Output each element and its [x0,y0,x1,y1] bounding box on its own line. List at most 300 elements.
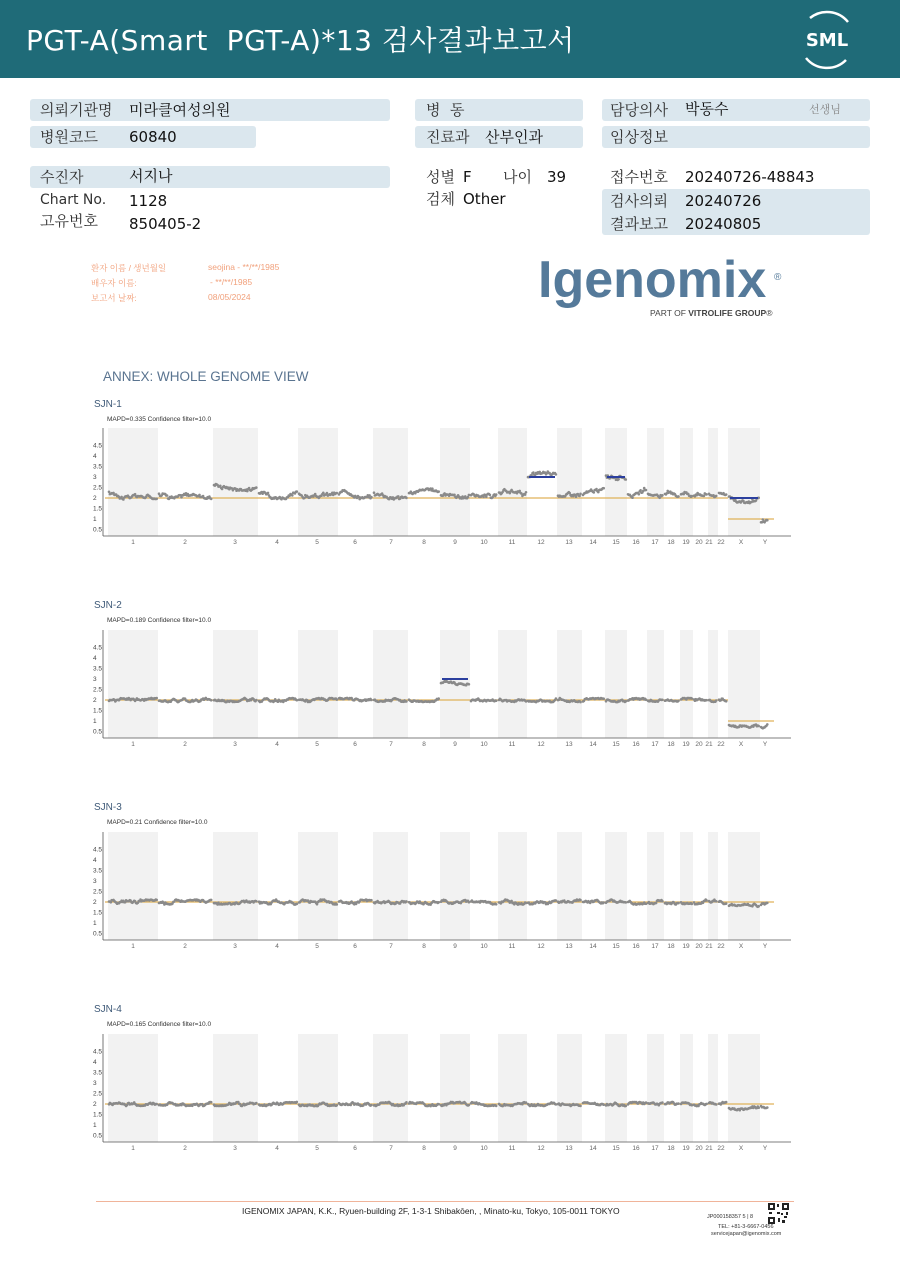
x-tick-label: 2 [183,741,187,748]
report-date-value: 20240805 [685,215,762,233]
doctor-value: 박동수 [685,100,729,118]
cnv-point [661,699,664,702]
x-tick-label: 22 [717,539,725,546]
x-tick-label: 20 [695,539,703,546]
cnv-point [677,495,680,498]
cnv-point [405,1101,408,1104]
cnv-point [336,903,339,906]
cnv-point [625,700,628,703]
cnv-point [405,900,408,903]
cnv-point [691,495,694,498]
chrom-band [647,1034,664,1142]
chrom-band [647,832,664,940]
x-tick-label: 1 [131,943,135,950]
x-tick-label: 14 [589,539,597,546]
cnv-point [210,699,213,702]
panel-mapd-2: MAPD=0.189 Confidence filter=10.0 [107,617,212,624]
chrom-band [647,428,664,536]
chrom-band [680,1034,693,1142]
cnv-point [677,700,680,703]
chrom-band [213,630,258,738]
chrom-band [108,1034,158,1142]
cnv-point [715,495,718,498]
cnv-point [715,900,718,903]
cnv-plot-sjn-2 [80,628,800,752]
watermark-patient-value: seojina - **/**/1985 [208,262,280,272]
x-tick-label: 6 [353,741,357,748]
chrom-band [728,1034,760,1142]
x-tick-label: 8 [422,539,426,546]
hospital-code-label: 병원코드 [40,128,98,146]
chrom-band [213,428,258,536]
y-tick-label: 1.5 [93,707,103,715]
x-tick-label: 12 [537,1145,545,1152]
x-tick-label: 7 [389,539,393,546]
panel-mapd-4: MAPD=0.165 Confidence filter=10.0 [107,1021,212,1028]
cnv-point [639,489,642,492]
y-tick-label: 3.5 [93,867,103,875]
cnv-point [495,699,498,702]
chrom-band [108,832,158,940]
y-tick-label: 3 [93,1080,97,1087]
cnv-point [661,1101,664,1104]
institution-label: 의뢰기관명 [40,101,113,119]
watermark-spouse-value: - **/**/1985 [210,277,253,287]
chrom-band [373,630,408,738]
y-tick-label: 1.5 [93,909,103,917]
cnv-point [370,899,373,902]
chrom-band [298,428,338,536]
chrom-band [298,832,338,940]
cnv-point [725,1101,728,1104]
receipt-value: 20240726-48843 [685,168,815,186]
cnv-point [155,697,158,700]
y-tick-label: 4 [93,655,97,662]
x-tick-label: X [738,943,744,950]
cnv-point [524,493,527,496]
footer-code: JP000158357 5 | 8 [707,1214,754,1220]
y-tick-label: 4 [93,857,97,864]
x-tick-label: 14 [589,741,597,748]
sml-logo-icon [796,8,858,70]
age-label: 나이 [503,168,532,186]
cnv-point [296,490,299,493]
specimen-label: 검체 [426,190,455,208]
receipt-label: 접수번호 [610,168,668,186]
cnv-point [485,496,488,499]
report-title: PGT-A(Smart PGT-A)*13 검사결과보고서 [26,24,575,57]
x-tick-label: 13 [565,1145,573,1152]
x-tick-label: 16 [632,741,640,748]
cnv-point [437,490,440,493]
x-tick-label: 10 [480,741,488,748]
x-tick-label: 7 [389,943,393,950]
chrom-band [498,630,527,738]
cnv-point [255,699,258,702]
x-tick-label: 22 [717,741,725,748]
x-tick-label: 15 [612,1145,620,1152]
cnv-point [625,478,628,481]
cnv-point [437,901,440,904]
chrom-band [498,832,527,940]
cnv-point [155,498,158,501]
x-tick-label: X [738,539,744,546]
cnv-point [373,491,376,494]
cnv-point [661,900,664,903]
chrom-band [440,832,470,940]
cnv-point [489,494,492,497]
chrom-band [605,428,627,536]
unique-id-value: 850405-2 [129,215,202,233]
chrom-band [708,1034,718,1142]
chart-no-value: 1128 [129,192,168,210]
cnv-point [370,1104,373,1107]
cnv-point [677,1102,680,1105]
unique-id-label: 고유번호 [40,212,98,230]
y-tick-label: 4.5 [93,1048,103,1056]
clinical-label: 임상정보 [610,128,668,146]
watermark-date-value: 08/05/2024 [208,292,251,302]
x-tick-label: 18 [667,741,675,748]
x-tick-label: 20 [695,741,703,748]
x-tick-label: 20 [695,1145,703,1152]
y-tick-label: 1 [93,718,97,725]
chrom-band [647,630,664,738]
request-label: 검사의뢰 [610,192,668,210]
igenomix-subtitle-suffix: ® [766,308,773,318]
x-tick-label: 2 [183,943,187,950]
cnv-point [525,491,528,494]
x-tick-label: 19 [682,943,690,950]
ward-label: 병 동 [426,101,465,119]
cnv-point [468,683,471,686]
footer-tel: TEL: +81-3-6667-0456 [718,1224,774,1230]
panel-name-4: SJN-4 [94,1004,122,1015]
y-tick-label: 3 [93,676,97,683]
cnv-point [210,498,213,501]
chrom-band [557,428,582,536]
patient-value: 서지나 [129,167,173,185]
x-tick-label: 15 [612,741,620,748]
y-tick-label: 2.5 [93,484,103,492]
cnv-point [593,491,596,494]
chrom-band [298,630,338,738]
x-tick-label: 19 [682,741,690,748]
panel-name-1: SJN-1 [94,399,122,410]
x-tick-label: 21 [705,539,713,546]
x-tick-label: 5 [315,539,319,546]
x-tick-label: 9 [453,741,457,748]
cnv-plot-sjn-3 [80,830,800,954]
x-tick-label: 1 [131,1145,135,1152]
chrom-band [728,832,760,940]
x-tick-label: 6 [353,539,357,546]
chrom-band [498,1034,527,1142]
department-value: 산부인과 [485,128,543,146]
y-tick-label: 0.5 [93,728,103,736]
footer-address: IGENOMIX JAPAN, K.K., Ryuen-building 2F, 1-3-1 Shibakōen, , Minato-ku, Tokyo, 105-0011 TOKYO [242,1206,620,1216]
x-tick-label: 13 [565,741,573,748]
institution-value: 미라클여성의원 [129,101,231,119]
chrom-band [557,832,582,940]
cnv-point [579,701,582,704]
cnv-point [602,1103,605,1106]
x-tick-label: 19 [682,1145,690,1152]
x-tick-label: 14 [589,1145,597,1152]
y-tick-label: 0.5 [93,930,103,938]
cnv-point [326,492,329,495]
chrom-band [373,1034,408,1142]
y-tick-label: 1 [93,516,97,523]
x-tick-label: 17 [651,741,659,748]
chrom-band [298,1034,338,1142]
cnv-point [766,519,769,522]
x-tick-label: 5 [315,741,319,748]
annex-title: ANNEX: WHOLE GENOME VIEW [103,369,309,384]
x-tick-label: 3 [233,1145,237,1152]
chrom-band [708,832,718,940]
cnv-point [210,899,213,902]
cnv-point [705,899,708,902]
cnv-point [725,700,728,703]
igenomix-registered: ® [774,272,782,283]
age-value: 39 [547,168,567,186]
report-date-label: 결과보고 [610,215,668,233]
chrom-band [440,428,470,536]
cnv-point [625,1105,628,1108]
cnv-plot-sjn-4 [80,1032,800,1156]
x-tick-label: 11 [508,539,516,546]
x-tick-label: 22 [717,1145,725,1152]
cnv-point [370,496,373,499]
x-tick-label: 12 [537,539,545,546]
x-tick-label: 4 [275,1145,279,1152]
igenomix-subtitle-prefix: PART OF [650,308,689,318]
y-tick-label: 4.5 [93,442,103,450]
cnv-point [555,473,558,476]
cnv-point [296,699,299,702]
cnv-point [602,487,605,490]
cnv-point [255,1102,258,1105]
x-tick-label: 11 [508,1145,516,1152]
chart-no-label: Chart No. [40,192,107,208]
x-tick-label: 12 [537,943,545,950]
x-tick-label: 5 [315,943,319,950]
cnv-point [602,697,605,700]
x-tick-label: 8 [422,943,426,950]
y-tick-label: 2.5 [93,1090,103,1098]
x-tick-label: 10 [480,539,488,546]
x-tick-label: 19 [682,539,690,546]
chrom-band [440,1034,470,1142]
x-tick-label: 3 [233,741,237,748]
y-tick-label: 2 [93,899,97,906]
cnv-point [705,699,708,702]
x-tick-label: 15 [612,539,620,546]
cnv-point [757,725,760,728]
cnv-plot-sjn-1 [80,426,800,550]
chrom-band [108,630,158,738]
x-tick-label: 21 [705,741,713,748]
cnv-point [495,1105,498,1108]
cnv-point [757,905,760,908]
cnv-point [155,899,158,902]
cnv-point [757,1106,760,1109]
chrom-band [680,832,693,940]
y-tick-label: 3 [93,878,97,885]
sex-value: F [463,168,472,186]
x-tick-label: 6 [353,1145,357,1152]
x-tick-label: Y [762,943,768,950]
y-tick-label: 0.5 [93,526,103,534]
specimen-value: Other [463,190,506,208]
x-tick-label: 18 [667,1145,675,1152]
chrom-band [605,832,627,940]
x-tick-label: 6 [353,943,357,950]
x-tick-label: 18 [667,943,675,950]
x-tick-label: 15 [612,943,620,950]
igenomix-subtitle-bold: VITROLIFE GROUP [688,308,767,318]
request-value: 20240726 [685,192,762,210]
watermark-spouse-label: 배우자 이름: [91,278,137,288]
chrom-band [108,428,158,536]
cnv-point [705,493,708,496]
x-tick-label: 2 [183,539,187,546]
chrom-band [557,630,582,738]
x-tick-label: 20 [695,943,703,950]
y-tick-label: 4 [93,453,97,460]
y-tick-label: 2.5 [93,888,103,896]
cnv-point [602,901,605,904]
chrom-band [680,428,693,536]
cnv-point [405,700,408,703]
y-tick-label: 0.5 [93,1132,103,1140]
cnv-point [166,494,169,497]
chrom-band [373,428,408,536]
y-tick-label: 4.5 [93,846,103,854]
watermark-date-label: 보고서 날짜: [91,293,137,303]
cnv-point [555,697,558,700]
cnv-point [645,489,648,492]
y-tick-label: 4.5 [93,644,103,652]
cnv-point [255,486,258,489]
x-tick-label: X [738,1145,744,1152]
panel-name-2: SJN-2 [94,600,122,611]
cnv-point [296,1101,299,1104]
x-tick-label: 4 [275,741,279,748]
x-tick-label: 18 [667,539,675,546]
y-tick-label: 3.5 [93,665,103,673]
x-tick-label: 9 [453,539,457,546]
footer-email: servicejapan@igenomix.com [711,1231,782,1237]
watermark-patient-label: 환자 이름 / 생년월일 [91,263,167,273]
y-tick-label: 3.5 [93,463,103,471]
x-tick-label: 16 [632,539,640,546]
cnv-point [336,492,339,495]
chrom-band [728,428,760,536]
cnv-point [715,699,718,702]
y-tick-label: 3 [93,474,97,481]
cnv-point [705,1103,708,1106]
x-tick-label: Y [762,741,768,748]
cnv-point [766,1106,769,1109]
cnv-point [638,493,641,496]
cnv-point [691,1104,694,1107]
cnv-point [291,494,294,497]
chrom-band [605,630,627,738]
x-tick-label: 3 [233,943,237,950]
x-tick-label: 9 [453,1145,457,1152]
cnv-point [579,899,582,902]
cnv-point [579,1105,582,1108]
doctor-label: 담당의사 [610,101,668,119]
cnv-point [397,495,400,498]
cnv-point [405,497,408,500]
x-tick-label: 4 [275,539,279,546]
band-patient [30,166,390,188]
cnv-point [267,492,270,495]
x-tick-label: 1 [131,539,135,546]
igenomix-subtitle [650,308,772,318]
x-tick-label: 3 [233,539,237,546]
x-tick-label: 12 [537,741,545,748]
y-tick-label: 3.5 [93,1069,103,1077]
cnv-point [255,900,258,903]
sex-label: 성별 [426,168,455,186]
cnv-point [725,493,728,496]
chrom-band [498,428,527,536]
cnv-point [715,1103,718,1106]
x-tick-label: Y [762,539,768,546]
chrom-band [708,428,718,536]
x-tick-label: X [738,741,744,748]
x-tick-label: 13 [565,943,573,950]
cnv-point [766,723,769,726]
chrom-band [708,630,718,738]
x-tick-label: 7 [389,741,393,748]
x-tick-label: 14 [589,943,597,950]
y-tick-label: 1.5 [93,1111,103,1119]
cnv-point [625,901,628,904]
x-tick-label: 21 [705,943,713,950]
x-tick-label: Y [762,1145,768,1152]
cnv-point [108,491,111,494]
x-tick-label: 22 [717,943,725,950]
cnv-point [437,697,440,700]
chrom-band [605,1034,627,1142]
x-tick-label: 8 [422,741,426,748]
x-tick-label: 11 [508,943,516,950]
x-tick-label: 5 [315,1145,319,1152]
cnv-point [631,496,634,499]
cnv-point [468,1104,471,1107]
y-tick-label: 2 [93,697,97,704]
cnv-point [370,699,373,702]
cnv-point [579,493,582,496]
cnv-point [210,1101,213,1104]
x-tick-label: 1 [131,741,135,748]
footer-divider [96,1201,794,1202]
cnv-point [677,902,680,905]
chrom-band [728,630,760,738]
x-tick-label: 17 [651,539,659,546]
patient-label: 수진자 [40,168,84,186]
sml-logo-text: SML [805,30,849,51]
x-tick-label: 7 [389,1145,393,1152]
panel-mapd-1: MAPD=0.335 Confidence filter=10.0 [107,416,212,423]
x-tick-label: 17 [651,1145,659,1152]
x-tick-label: 16 [632,943,640,950]
